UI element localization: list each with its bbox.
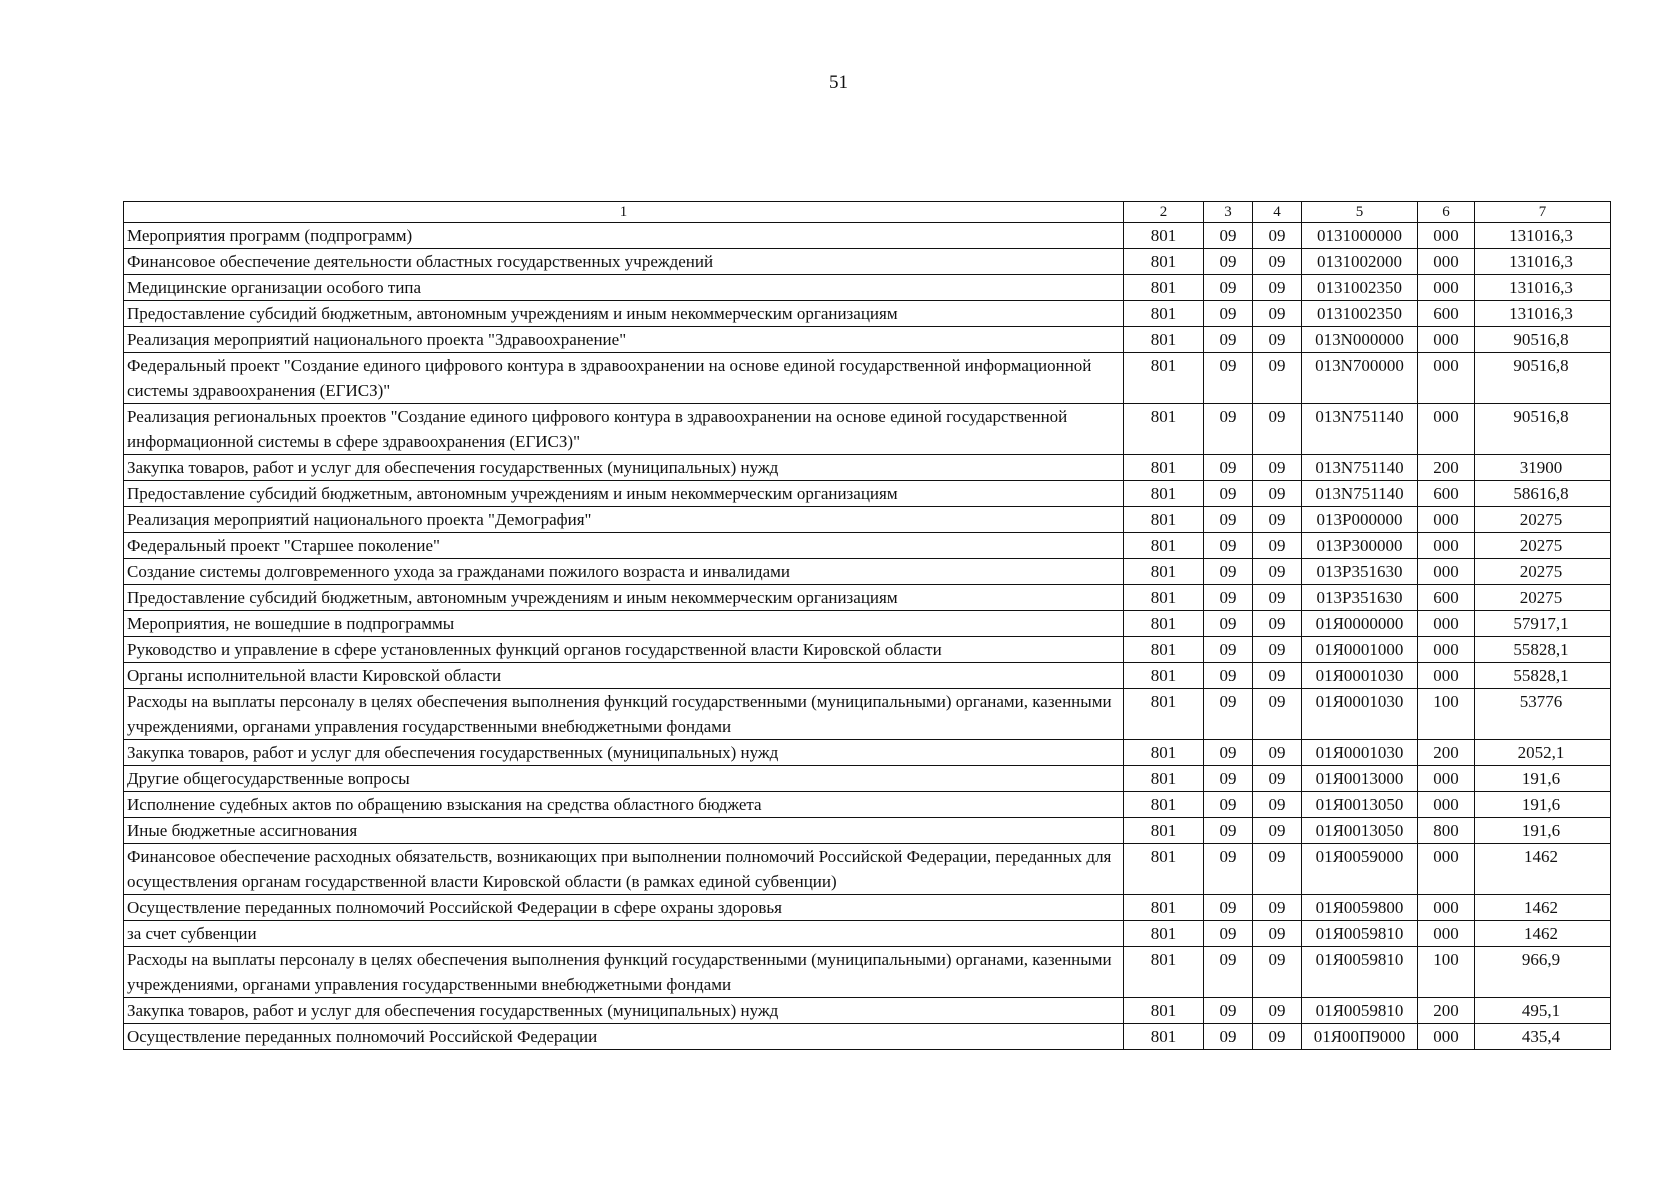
row-sum-cell: 55828,1	[1475, 637, 1611, 663]
row-name-cell: Осуществление переданных полномочий Российской Федерации в сфере охраны здоровья	[124, 895, 1124, 921]
row-vr-cell: 000	[1418, 223, 1475, 249]
row-gr-cell: 801	[1124, 998, 1204, 1024]
column-header: 5	[1302, 202, 1418, 223]
column-header: 7	[1475, 202, 1611, 223]
row-name-cell: Федеральный проект "Старшее поколение"	[124, 533, 1124, 559]
row-csr-cell: 01Я0001030	[1302, 663, 1418, 689]
row-vr-cell: 000	[1418, 895, 1475, 921]
row-name-cell: Финансовое обеспечение деятельности областных государственных учреждений	[124, 249, 1124, 275]
table-row	[124, 585, 1611, 611]
row-rz-cell: 09	[1204, 249, 1253, 275]
table-row	[124, 559, 1611, 585]
row-pr-cell: 09	[1253, 998, 1302, 1024]
table-row	[124, 353, 1611, 404]
row-gr-cell: 801	[1124, 249, 1204, 275]
row-pr-cell: 09	[1253, 533, 1302, 559]
row-sum-cell: 1462	[1475, 895, 1611, 921]
row-csr-cell: 0131002350	[1302, 301, 1418, 327]
row-vr-cell: 000	[1418, 533, 1475, 559]
row-vr-cell: 000	[1418, 921, 1475, 947]
row-rz-cell: 09	[1204, 507, 1253, 533]
table-row	[124, 740, 1611, 766]
row-vr-cell: 200	[1418, 740, 1475, 766]
row-pr-cell: 09	[1253, 585, 1302, 611]
table-row	[124, 921, 1611, 947]
table-row	[124, 301, 1611, 327]
row-rz-cell: 09	[1204, 637, 1253, 663]
row-name-cell: Реализация региональных проектов "Создание единого цифрового контура в здравоохранении на основе единой государственной информационной системы в сфере здравоохранения (ЕГИСЗ)"	[124, 404, 1124, 455]
row-csr-cell: 01Я0001030	[1302, 689, 1418, 740]
row-gr-cell: 801	[1124, 275, 1204, 301]
row-vr-cell: 000	[1418, 663, 1475, 689]
row-csr-cell: 01Я0059800	[1302, 895, 1418, 921]
row-vr-cell: 000	[1418, 353, 1475, 404]
table-row	[124, 1024, 1611, 1050]
row-pr-cell: 09	[1253, 249, 1302, 275]
row-vr-cell: 600	[1418, 301, 1475, 327]
row-gr-cell: 801	[1124, 792, 1204, 818]
row-csr-cell: 0131002000	[1302, 249, 1418, 275]
row-pr-cell: 09	[1253, 766, 1302, 792]
row-gr-cell: 801	[1124, 533, 1204, 559]
row-rz-cell: 09	[1204, 740, 1253, 766]
row-pr-cell: 09	[1253, 327, 1302, 353]
row-rz-cell: 09	[1204, 533, 1253, 559]
row-csr-cell: 01Я0013050	[1302, 818, 1418, 844]
row-pr-cell: 09	[1253, 844, 1302, 895]
row-name-cell: Финансовое обеспечение расходных обязательств, возникающих при выполнении полномочий Российской Федерации, переданных для осуществления органам государственной власти Кировской области (в рамках единой субвенции)	[124, 844, 1124, 895]
row-rz-cell: 09	[1204, 1024, 1253, 1050]
table-row	[124, 998, 1611, 1024]
row-rz-cell: 09	[1204, 792, 1253, 818]
column-header: 2	[1124, 202, 1204, 223]
column-header: 4	[1253, 202, 1302, 223]
table-row	[124, 895, 1611, 921]
row-rz-cell: 09	[1204, 585, 1253, 611]
row-sum-cell: 20275	[1475, 507, 1611, 533]
row-pr-cell: 09	[1253, 455, 1302, 481]
row-vr-cell: 100	[1418, 689, 1475, 740]
row-pr-cell: 09	[1253, 740, 1302, 766]
row-sum-cell: 20275	[1475, 533, 1611, 559]
row-rz-cell: 09	[1204, 353, 1253, 404]
row-name-cell: Исполнение судебных актов по обращению взыскания на средства областного бюджета	[124, 792, 1124, 818]
row-gr-cell: 801	[1124, 947, 1204, 998]
row-pr-cell: 09	[1253, 792, 1302, 818]
row-pr-cell: 09	[1253, 1024, 1302, 1050]
row-gr-cell: 801	[1124, 1024, 1204, 1050]
row-csr-cell: 01Я0059810	[1302, 998, 1418, 1024]
row-rz-cell: 09	[1204, 223, 1253, 249]
row-sum-cell: 20275	[1475, 585, 1611, 611]
row-pr-cell: 09	[1253, 301, 1302, 327]
row-name-cell: Закупка товаров, работ и услуг для обеспечения государственных (муниципальных) нужд	[124, 998, 1124, 1024]
row-pr-cell: 09	[1253, 275, 1302, 301]
row-csr-cell: 01Я0013000	[1302, 766, 1418, 792]
row-rz-cell: 09	[1204, 947, 1253, 998]
row-rz-cell: 09	[1204, 663, 1253, 689]
row-gr-cell: 801	[1124, 223, 1204, 249]
row-gr-cell: 801	[1124, 689, 1204, 740]
row-name-cell: Предоставление субсидий бюджетным, автономным учреждениям и иным некоммерческим организациям	[124, 481, 1124, 507]
row-vr-cell: 000	[1418, 792, 1475, 818]
row-name-cell: Мероприятия программ (подпрограмм)	[124, 223, 1124, 249]
row-gr-cell: 801	[1124, 921, 1204, 947]
row-name-cell: Создание системы долговременного ухода за гражданами пожилого возраста и инвалидами	[124, 559, 1124, 585]
row-gr-cell: 801	[1124, 766, 1204, 792]
row-sum-cell: 2052,1	[1475, 740, 1611, 766]
row-rz-cell: 09	[1204, 998, 1253, 1024]
table-row	[124, 404, 1611, 455]
row-sum-cell: 31900	[1475, 455, 1611, 481]
row-sum-cell: 90516,8	[1475, 327, 1611, 353]
column-header: 1	[124, 202, 1124, 223]
row-name-cell: Руководство и управление в сфере установленных функций органов государственной власти Кировской области	[124, 637, 1124, 663]
table-row	[124, 663, 1611, 689]
row-csr-cell: 01Я0059810	[1302, 921, 1418, 947]
row-pr-cell: 09	[1253, 404, 1302, 455]
table-row	[124, 818, 1611, 844]
row-sum-cell: 53776	[1475, 689, 1611, 740]
row-name-cell: Иные бюджетные ассигнования	[124, 818, 1124, 844]
row-name-cell: за счет субвенции	[124, 921, 1124, 947]
budget-table	[123, 201, 1611, 1050]
row-sum-cell: 435,4	[1475, 1024, 1611, 1050]
row-sum-cell: 90516,8	[1475, 353, 1611, 404]
table-row	[124, 792, 1611, 818]
row-name-cell: Органы исполнительной власти Кировской области	[124, 663, 1124, 689]
row-vr-cell: 600	[1418, 481, 1475, 507]
row-name-cell: Другие общегосударственные вопросы	[124, 766, 1124, 792]
table-row	[124, 481, 1611, 507]
row-sum-cell: 191,6	[1475, 766, 1611, 792]
table-body	[124, 223, 1611, 1050]
row-name-cell: Предоставление субсидий бюджетным, автономным учреждениям и иным некоммерческим организациям	[124, 301, 1124, 327]
table-row	[124, 275, 1611, 301]
row-name-cell: Расходы на выплаты персоналу в целях обеспечения выполнения функций государственными (муниципальными) органами, казенными учреждениями, органами управления государственными внебюджетными фондами	[124, 689, 1124, 740]
row-gr-cell: 801	[1124, 481, 1204, 507]
row-rz-cell: 09	[1204, 275, 1253, 301]
row-vr-cell: 000	[1418, 507, 1475, 533]
row-csr-cell: 01Я0059000	[1302, 844, 1418, 895]
row-gr-cell: 801	[1124, 301, 1204, 327]
row-gr-cell: 801	[1124, 637, 1204, 663]
row-name-cell: Закупка товаров, работ и услуг для обеспечения государственных (муниципальных) нужд	[124, 740, 1124, 766]
row-sum-cell: 90516,8	[1475, 404, 1611, 455]
table-row	[124, 844, 1611, 895]
row-sum-cell: 1462	[1475, 844, 1611, 895]
table-row	[124, 327, 1611, 353]
row-sum-cell: 131016,3	[1475, 249, 1611, 275]
table-row	[124, 637, 1611, 663]
column-header: 3	[1204, 202, 1253, 223]
row-vr-cell: 200	[1418, 998, 1475, 1024]
row-gr-cell: 801	[1124, 559, 1204, 585]
row-gr-cell: 801	[1124, 740, 1204, 766]
row-csr-cell: 01Я0013050	[1302, 792, 1418, 818]
row-name-cell: Реализация мероприятий национального проекта "Здравоохранение"	[124, 327, 1124, 353]
table-row	[124, 689, 1611, 740]
row-vr-cell: 000	[1418, 844, 1475, 895]
row-vr-cell: 000	[1418, 249, 1475, 275]
row-csr-cell: 013N751140	[1302, 481, 1418, 507]
row-rz-cell: 09	[1204, 818, 1253, 844]
row-rz-cell: 09	[1204, 301, 1253, 327]
row-gr-cell: 801	[1124, 455, 1204, 481]
row-sum-cell: 191,6	[1475, 792, 1611, 818]
row-csr-cell: 01Я0000000	[1302, 611, 1418, 637]
row-rz-cell: 09	[1204, 921, 1253, 947]
row-csr-cell: 013P300000	[1302, 533, 1418, 559]
row-gr-cell: 801	[1124, 404, 1204, 455]
table-row	[124, 455, 1611, 481]
row-csr-cell: 013N700000	[1302, 353, 1418, 404]
row-gr-cell: 801	[1124, 611, 1204, 637]
row-rz-cell: 09	[1204, 766, 1253, 792]
row-gr-cell: 801	[1124, 663, 1204, 689]
row-pr-cell: 09	[1253, 637, 1302, 663]
row-name-cell: Предоставление субсидий бюджетным, автономным учреждениям и иным некоммерческим организациям	[124, 585, 1124, 611]
row-rz-cell: 09	[1204, 455, 1253, 481]
row-vr-cell: 200	[1418, 455, 1475, 481]
column-header: 6	[1418, 202, 1475, 223]
row-pr-cell: 09	[1253, 559, 1302, 585]
row-rz-cell: 09	[1204, 559, 1253, 585]
row-gr-cell: 801	[1124, 844, 1204, 895]
row-sum-cell: 495,1	[1475, 998, 1611, 1024]
row-sum-cell: 131016,3	[1475, 223, 1611, 249]
row-csr-cell: 01Я0059810	[1302, 947, 1418, 998]
row-rz-cell: 09	[1204, 404, 1253, 455]
table-row	[124, 249, 1611, 275]
row-vr-cell: 000	[1418, 766, 1475, 792]
row-sum-cell: 55828,1	[1475, 663, 1611, 689]
row-pr-cell: 09	[1253, 818, 1302, 844]
table-row	[124, 533, 1611, 559]
row-pr-cell: 09	[1253, 921, 1302, 947]
row-pr-cell: 09	[1253, 507, 1302, 533]
table-row	[124, 223, 1611, 249]
row-gr-cell: 801	[1124, 507, 1204, 533]
row-csr-cell: 0131002350	[1302, 275, 1418, 301]
row-rz-cell: 09	[1204, 481, 1253, 507]
row-rz-cell: 09	[1204, 844, 1253, 895]
row-csr-cell: 01Я00П9000	[1302, 1024, 1418, 1050]
row-vr-cell: 000	[1418, 404, 1475, 455]
row-pr-cell: 09	[1253, 481, 1302, 507]
table-row	[124, 611, 1611, 637]
row-gr-cell: 801	[1124, 895, 1204, 921]
row-csr-cell: 013P351630	[1302, 559, 1418, 585]
row-gr-cell: 801	[1124, 353, 1204, 404]
row-name-cell: Осуществление переданных полномочий Российской Федерации	[124, 1024, 1124, 1050]
row-pr-cell: 09	[1253, 223, 1302, 249]
row-csr-cell: 013P351630	[1302, 585, 1418, 611]
row-rz-cell: 09	[1204, 689, 1253, 740]
row-csr-cell: 01Я0001030	[1302, 740, 1418, 766]
row-pr-cell: 09	[1253, 353, 1302, 404]
row-sum-cell: 966,9	[1475, 947, 1611, 998]
row-rz-cell: 09	[1204, 895, 1253, 921]
row-vr-cell: 000	[1418, 637, 1475, 663]
row-vr-cell: 800	[1418, 818, 1475, 844]
row-name-cell: Федеральный проект "Создание единого цифрового контура в здравоохранении на основе единой государственной информационной системы здравоохранения (ЕГИСЗ)"	[124, 353, 1124, 404]
row-csr-cell: 013N751140	[1302, 404, 1418, 455]
row-name-cell: Закупка товаров, работ и услуг для обеспечения государственных (муниципальных) нужд	[124, 455, 1124, 481]
table-row	[124, 947, 1611, 998]
row-gr-cell: 801	[1124, 818, 1204, 844]
row-gr-cell: 801	[1124, 327, 1204, 353]
row-rz-cell: 09	[1204, 327, 1253, 353]
table-row	[124, 766, 1611, 792]
table-row	[124, 507, 1611, 533]
row-sum-cell: 131016,3	[1475, 301, 1611, 327]
row-vr-cell: 000	[1418, 559, 1475, 585]
row-sum-cell: 58616,8	[1475, 481, 1611, 507]
row-sum-cell: 20275	[1475, 559, 1611, 585]
row-sum-cell: 1462	[1475, 921, 1611, 947]
row-rz-cell: 09	[1204, 611, 1253, 637]
row-vr-cell: 000	[1418, 1024, 1475, 1050]
row-csr-cell: 0131000000	[1302, 223, 1418, 249]
row-vr-cell: 000	[1418, 275, 1475, 301]
row-csr-cell: 013N751140	[1302, 455, 1418, 481]
row-vr-cell: 100	[1418, 947, 1475, 998]
row-sum-cell: 57917,1	[1475, 611, 1611, 637]
row-pr-cell: 09	[1253, 947, 1302, 998]
row-csr-cell: 013N000000	[1302, 327, 1418, 353]
row-gr-cell: 801	[1124, 585, 1204, 611]
page-number: 51	[829, 72, 848, 93]
row-name-cell: Расходы на выплаты персоналу в целях обеспечения выполнения функций государственными (муниципальными) органами, казенными учреждениями, органами управления государственными внебюджетными фондами	[124, 947, 1124, 998]
row-vr-cell: 600	[1418, 585, 1475, 611]
row-vr-cell: 000	[1418, 611, 1475, 637]
row-name-cell: Мероприятия, не вошедшие в подпрограммы	[124, 611, 1124, 637]
table-header-row	[124, 202, 1611, 223]
row-pr-cell: 09	[1253, 895, 1302, 921]
row-csr-cell: 013P000000	[1302, 507, 1418, 533]
row-pr-cell: 09	[1253, 663, 1302, 689]
row-sum-cell: 191,6	[1475, 818, 1611, 844]
row-pr-cell: 09	[1253, 689, 1302, 740]
row-pr-cell: 09	[1253, 611, 1302, 637]
row-vr-cell: 000	[1418, 327, 1475, 353]
row-name-cell: Реализация мероприятий национального проекта "Демография"	[124, 507, 1124, 533]
row-sum-cell: 131016,3	[1475, 275, 1611, 301]
row-name-cell: Медицинские организации особого типа	[124, 275, 1124, 301]
row-csr-cell: 01Я0001000	[1302, 637, 1418, 663]
